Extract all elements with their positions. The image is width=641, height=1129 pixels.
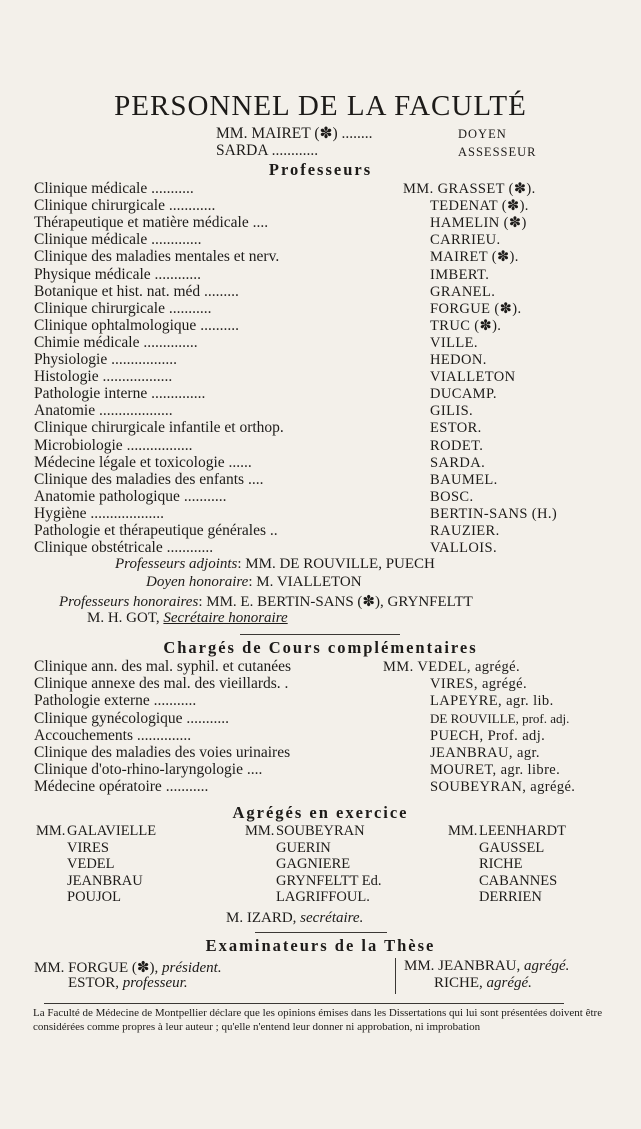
professor-chair: Médecine légale et toxicologie bbox=[34, 453, 225, 471]
examiners-divider bbox=[395, 958, 396, 994]
examiners-heading: Examinateurs de la Thèse bbox=[205, 936, 436, 955]
professor-chair-row bbox=[34, 317, 239, 335]
professor-name: DUCAMP. bbox=[430, 386, 497, 403]
professor-chair: Pathologie interne bbox=[34, 385, 148, 403]
honorary-professors-line bbox=[59, 592, 473, 611]
professor-name: VILLE. bbox=[430, 334, 478, 351]
professor-dots: .................. bbox=[102, 368, 173, 386]
professor-chair: Clinique des maladies des enfants bbox=[34, 470, 245, 488]
professor-chair-row bbox=[34, 248, 279, 266]
honorary-dean-value: : M. VIALLETON bbox=[248, 574, 362, 590]
professor-chair: Thérapeutique et matière médicale bbox=[34, 214, 249, 232]
professor-chair: Pathologie et thérapeutique générales bbox=[34, 522, 266, 539]
divider bbox=[255, 932, 387, 933]
examiner-role: président. bbox=[162, 960, 222, 976]
professor-dots: .. bbox=[269, 522, 278, 539]
professor-dots: ................... bbox=[90, 504, 165, 522]
dean-dots: ........ bbox=[341, 125, 373, 142]
professor-dots: ........... bbox=[151, 180, 194, 197]
professor-name: ESTOR. bbox=[430, 420, 482, 437]
charge-dots: .... bbox=[246, 761, 263, 779]
agrege-name: DERRIEN bbox=[479, 889, 542, 905]
professor-name: HEDON. bbox=[430, 352, 487, 368]
honorary-dean-label: Doyen honoraire bbox=[146, 574, 249, 590]
professor-dots: ...... bbox=[228, 453, 252, 471]
professor-chair: Chimie médicale bbox=[34, 333, 140, 351]
professor-dots: ............ bbox=[166, 539, 214, 557]
page-title: PERSONNEL DE LA FACULTÉ bbox=[114, 90, 527, 122]
professor-name: FORGUE (✽). bbox=[430, 300, 522, 317]
honorary-professors-value: : MM. E. BERTIN-SANS (✽), GRYNFELTT bbox=[198, 594, 473, 610]
charge-name: VIRES, agrégé. bbox=[430, 676, 528, 693]
professor-name: HAMELIN (✽) bbox=[430, 215, 527, 232]
secretary-honorary-name: M. H. GOT, bbox=[87, 610, 160, 626]
professor-name: BAUMEL. bbox=[430, 471, 498, 488]
professor-chair-row bbox=[34, 180, 194, 198]
charge-course: Clinique des maladies des voies urinaires bbox=[34, 744, 291, 761]
agrege-name: GUERIN bbox=[276, 839, 331, 856]
charge-name: SOUBEYRAN, agrégé. bbox=[430, 779, 576, 796]
examiner-name: MM. FORGUE (✽), bbox=[34, 960, 159, 976]
charge-course: Clinique gynécologique bbox=[34, 709, 183, 727]
professor-dots: ............. bbox=[151, 231, 202, 249]
professor-chair-row bbox=[34, 231, 201, 249]
professor-chair: Anatomie bbox=[34, 402, 96, 420]
professor-chair-row bbox=[34, 334, 198, 352]
professor-name: VIALLETON bbox=[430, 369, 516, 386]
examiner-row bbox=[434, 975, 532, 992]
examiner-name: MM. JEANBRAU, bbox=[404, 958, 521, 974]
secretary-honorary-line bbox=[87, 610, 288, 627]
professor-name: RAUZIER. bbox=[430, 523, 500, 539]
charge-dots: .............. bbox=[136, 726, 192, 744]
agrege-name: GAGNIERE bbox=[276, 856, 351, 872]
adjoints-line bbox=[115, 556, 435, 573]
professor-name: BERTIN-SANS (H.) bbox=[430, 505, 558, 522]
assessor-role: ASSESSEUR bbox=[458, 145, 537, 159]
professor-dots: .............. bbox=[151, 385, 206, 403]
professor-chair: Physiologie bbox=[34, 351, 108, 368]
charges-heading: Chargés de Cours complémentaires bbox=[163, 638, 478, 657]
adjoints-label: Professeurs adjoints bbox=[115, 556, 238, 572]
professor-name: GRANEL. bbox=[430, 283, 496, 300]
examiner-role: professeur. bbox=[122, 975, 188, 991]
charge-dots: ........... bbox=[153, 692, 197, 710]
professor-dots: ........... bbox=[168, 299, 212, 317]
divider bbox=[240, 634, 400, 635]
professor-chair: Microbiologie bbox=[34, 436, 123, 454]
professor-chair: Clinique médicale bbox=[34, 231, 148, 249]
professor-dots: ............ bbox=[168, 197, 216, 215]
professor-name: RODET. bbox=[430, 437, 484, 454]
agrege-name: VEDEL bbox=[67, 856, 115, 872]
footnote: La Faculté de Médecine de Montpellier déclare que les opinions émises dans les Dissertations qui lui sont présentées doivent être considérées comme propres à leur auteur ; qu'elle n'entend leur donner ni approbation, ni improbation bbox=[33, 1007, 603, 1033]
honorary-dean-line bbox=[146, 574, 362, 591]
examiner-role: agrégé. bbox=[524, 958, 570, 974]
examiner-role: agrégé. bbox=[486, 975, 532, 991]
agrege-name: LAGRIFFOUL. bbox=[276, 889, 370, 905]
secretary-honorary-label: Secrétaire honoraire bbox=[163, 610, 288, 626]
agrege-name: VIRES bbox=[67, 839, 109, 856]
agreges-heading: Agrégés en exercice bbox=[232, 803, 409, 822]
izard-name: M. IZARD, bbox=[226, 910, 297, 926]
charge-name: JEANBRAU, agr. bbox=[430, 745, 540, 761]
professor-chair: Clinique médicale bbox=[34, 180, 148, 197]
professor-name: BOSC. bbox=[430, 488, 474, 505]
charge-course-row bbox=[34, 675, 288, 693]
examiner-name: ESTOR, bbox=[68, 975, 119, 991]
professor-chair-row bbox=[34, 368, 172, 386]
professor-chair: Histologie bbox=[34, 368, 99, 386]
charge-course: Clinique d'oto-rhino-laryngologie bbox=[34, 761, 243, 779]
agrege-name: JEANBRAU bbox=[67, 872, 143, 889]
professor-chair-row bbox=[34, 437, 192, 455]
professor-chair-row bbox=[34, 522, 278, 540]
professor-chair-row bbox=[34, 266, 201, 284]
professor-chair: Clinique obstétricale bbox=[34, 539, 163, 557]
professor-dots: ........... bbox=[183, 487, 227, 505]
agrege-name: SOUBEYRAN bbox=[276, 823, 365, 839]
charge-name: MOURET, agr. libre. bbox=[430, 762, 561, 779]
professor-name: VALLOIS. bbox=[430, 540, 497, 557]
professor-dots: ................. bbox=[111, 351, 177, 368]
professor-name: SARDA. bbox=[430, 454, 486, 471]
charge-name: PUECH, Prof. adj. bbox=[430, 727, 546, 744]
examiner-row bbox=[68, 975, 188, 992]
professor-chair: Clinique chirurgicale bbox=[34, 197, 165, 215]
charge-course-row bbox=[34, 710, 229, 728]
charge-course-row bbox=[34, 658, 291, 676]
dean-line bbox=[216, 124, 373, 143]
charge-course-row bbox=[34, 744, 290, 762]
charge-dots: ........... bbox=[165, 778, 209, 796]
agrege-name: GRYNFELTT Ed. bbox=[276, 872, 382, 889]
professor-dots: .... bbox=[252, 214, 269, 232]
izard-line bbox=[226, 910, 363, 927]
professor-chair: Clinique ophtalmologique bbox=[34, 316, 197, 334]
dean-role: DOYEN bbox=[458, 127, 507, 141]
charge-dots: ........... bbox=[186, 709, 230, 727]
professor-dots: .......... bbox=[200, 316, 239, 334]
assessor-name: SARDA bbox=[216, 142, 268, 159]
izard-role: secrétaire. bbox=[300, 910, 364, 926]
professor-chair-row bbox=[34, 505, 164, 523]
charge-course: Clinique ann. des mal. syphil. et cutanées bbox=[34, 658, 291, 675]
adjoints-value: : MM. DE ROUVILLE, PUECH bbox=[237, 556, 435, 572]
professor-chair: Clinique chirurgicale bbox=[34, 299, 165, 317]
agrege-name: POUJOL bbox=[67, 889, 121, 905]
professor-dots: .... bbox=[247, 470, 264, 488]
professors-heading: Professeurs bbox=[268, 160, 373, 179]
professor-dots: ................... bbox=[99, 402, 173, 420]
professor-name: MM. GRASSET (✽). bbox=[403, 181, 536, 197]
professor-chair: Clinique des maladies mentales et nerv. bbox=[34, 248, 280, 266]
professor-dots: .............. bbox=[143, 333, 198, 351]
professor-name: GILIS. bbox=[430, 403, 474, 420]
professor-chair: Botanique et hist. nat. méd bbox=[34, 282, 201, 300]
professor-chair: Hygiène bbox=[34, 504, 87, 522]
examiner-row bbox=[404, 958, 569, 975]
professor-chair-row bbox=[34, 351, 177, 369]
agrege-name: RICHE bbox=[479, 856, 523, 872]
professor-name: TRUC (✽). bbox=[430, 317, 502, 334]
charge-course: Clinique annexe des mal. des vieillards. bbox=[34, 675, 281, 693]
charge-course: Pathologie externe bbox=[34, 692, 150, 710]
agreges-prefix: MM. bbox=[245, 823, 275, 839]
professor-dots: ............ bbox=[154, 265, 202, 283]
professor-chair-row bbox=[34, 471, 263, 489]
charge-course: Médecine opératoire bbox=[34, 778, 162, 796]
professor-chair: Anatomie pathologique bbox=[34, 487, 180, 505]
professor-chair-row bbox=[34, 385, 205, 403]
professor-chair-row bbox=[34, 283, 239, 301]
professor-chair-row bbox=[34, 488, 226, 506]
professor-chair: Clinique chirurgicale infantile et orthop. bbox=[34, 419, 284, 437]
charge-name: LAPEYRE, agr. lib. bbox=[430, 693, 554, 710]
charge-name: MM. VEDEL, agrégé. bbox=[383, 659, 520, 675]
agreges-prefix: MM. bbox=[448, 823, 478, 839]
professor-chair: Physique médicale bbox=[34, 265, 151, 283]
examiner-name: RICHE, bbox=[434, 975, 483, 991]
professor-name: MAIRET (✽). bbox=[430, 249, 519, 266]
professor-name: CARRIEU. bbox=[430, 232, 501, 249]
charge-course-row bbox=[34, 727, 191, 745]
honorary-professors-label: Professeurs honoraires bbox=[59, 594, 199, 610]
assessor-line bbox=[216, 142, 318, 160]
professor-chair-row bbox=[34, 197, 215, 215]
professor-dots: ................. bbox=[126, 436, 193, 454]
assessor-dots: ............ bbox=[271, 142, 319, 159]
charge-course: Accouchements bbox=[34, 726, 133, 744]
professor-dots: ......... bbox=[204, 282, 239, 300]
agrege-name: GAUSSEL bbox=[479, 839, 545, 856]
charge-course-row bbox=[34, 692, 196, 710]
agrege-name: CABANNES bbox=[479, 872, 558, 889]
charge-dots: . bbox=[284, 675, 289, 693]
charge-course-row bbox=[34, 761, 262, 779]
agrege-name: GALAVIELLE bbox=[67, 823, 157, 839]
professor-chair-row bbox=[34, 419, 284, 437]
charge-course-row bbox=[34, 778, 208, 796]
divider bbox=[44, 1003, 564, 1004]
professor-name: IMBERT. bbox=[430, 266, 490, 283]
professor-chair-row bbox=[34, 539, 213, 557]
professor-chair-row bbox=[34, 300, 212, 318]
agreges-prefix: MM. bbox=[36, 823, 66, 839]
charge-name: DE ROUVILLE, prof. adj. bbox=[430, 710, 570, 726]
professor-chair-row bbox=[34, 454, 252, 472]
agrege-name: LEENHARDT bbox=[479, 823, 566, 839]
professor-chair-row bbox=[34, 402, 173, 420]
professor-name: TEDENAT (✽). bbox=[430, 198, 529, 215]
dean-name: MM. MAIRET (✽) bbox=[216, 125, 338, 142]
professor-chair-row bbox=[34, 214, 268, 232]
